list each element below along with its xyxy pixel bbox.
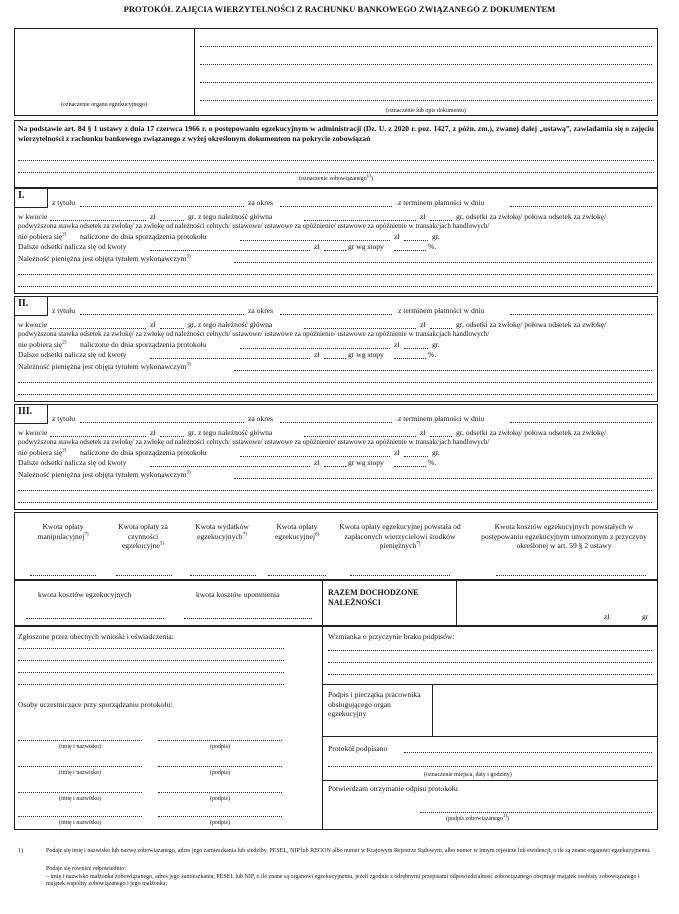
s1-line6: Należność pieniężna jest objęta tytułem wykonawczym$^{3)}$ [18,254,191,263]
s1-title-label: z tytułu [52,198,75,207]
s3-main-label: gr, z tego należność główna [188,428,273,437]
s1-line4a: nie pobiera się$^{2)}$ [18,232,67,241]
s1-period-label: za okres [248,198,274,207]
s2-zl: zł [150,320,156,329]
s1-zl: zł [150,212,156,221]
s3-zl2: zł [420,428,426,437]
s3-l5-rate: gr wg stopy [348,458,384,467]
fee-paid-creditor: Kwota opłaty egzekucyjnej powstała od zapłaconych wierzycielowi środków pieniężnych$^{7)}$ [339,522,461,551]
officer-sign-label: Podpis i pieczątka pracownika obsługującego organ egzekucyjny [328,690,421,719]
section-3-num: III. [18,406,33,417]
fee-manipulation: Kwota opłaty manipulacyjnej$^{7)}$ [37,522,89,541]
footnote-1-text3: – imię i nazwisko małżonka zobowiązanego, adres jego zamieszkania, PESEL lub NIP, o ile znane są organowi egzekucyjnemu, jeżeli zgodnie z odrębnymi przepisami odpowiedzialność zobowiązanego obejmuje majątek osobisty zobowiązanego i majątek wspólny zobowiązanego i jego małżonka; [46,874,640,887]
obligor-label: (oznaczenie zobowiązanego$^{1)}$) [299,174,373,182]
s2-l4-zl: zł [394,340,400,349]
confirm-label: Potwierdzam otrzymanie odpisu protokołu [328,784,458,793]
s1-interest-label: gr, odsetki za zwłokę/ połowa odsetek za zwłokę/ [456,212,607,221]
s1-l5-rate: gr wg stopy [348,242,384,251]
fee-discontinued: Kwota kosztów egzekucyjnych powstałych w postępowaniu egzekucyjnym umorzonym z przyczyny określonej w art. 59 § 2 ustawy [481,522,647,551]
s3-line4a: nie pobiera się$^{2)}$ [18,448,67,457]
s2-l4-gr: gr. [432,340,440,349]
s3-l5-pct: %. [428,458,437,467]
header-divider [194,28,195,116]
s3-period-label: za okres [248,414,274,423]
s1-l5-pct: %. [428,242,437,251]
s3-line3: podwyższona stawka odsetek za zwłokę/ za zwłokę od należności celnych/ ustawowe/ ustawowe za opóźnienie/ ustawowe za opóźnienie w transakcjach handlowych/ [18,438,490,446]
s3-amount-label: w kwocie [18,428,48,437]
s1-line3: podwyższona stawka odsetek za zwłokę/ za zwłokę od należności celnych/ ustawowe/ ustawowe za opóźnienie/ ustawowe za opóźnienie w transakcjach handlowych/ [18,222,490,230]
total-title: RAZEM DOCHODZONE NALEŻNOŚCI [328,588,419,607]
doc-label: (oznaczenie lub opis dokumentu) [386,108,466,114]
name-label-1: (imię i nazwisko) [59,744,101,750]
fee-enforcement: Kwota opłaty egzekucyjnej$^{6)}$ [274,522,320,541]
total-gr: gr [642,612,649,621]
s1-amount-label: w kwocie [18,212,48,221]
s1-term-label: z terminem płatności w dniu [398,198,485,207]
obligor-sign-label: (podpis zobowiązanego$^{1)}$) [446,814,509,822]
s2-title-label: z tytułu [52,306,75,315]
s2-line3: podwyższona stawka odsetek za zwłokę/ za zwłokę od należności celnych/ ustawowe/ ustawowe za opóźnienie/ ustawowe za opóźnienie w transakcjach handlowych/ [18,330,490,338]
s2-zl2: zł [420,320,426,329]
s1-l5-zl: zł [314,242,320,251]
s2-interest-label: gr, odsetki za zwłokę/ połowa odsetek za zwłokę/ [456,320,607,329]
s2-line4a: nie pobiera się$^{2)}$ [18,340,67,349]
s1-line4b: naliczone do dnia sporządzenia protokołu [80,232,207,241]
reminder-costs-label: kwota kosztów upomnienia [196,590,280,599]
s3-interest-label: gr, odsetki za zwłokę/ połowa odsetek za zwłokę/ [456,428,607,437]
s3-line4b: naliczone do dnia sporządzenia protokołu [80,448,207,457]
fee-activities: Kwota opłaty za czynności egzekucyjne$^{5)}$ [118,522,168,551]
sign-label-3: (podpis) [210,796,230,802]
place-date-label: (oznaczenie miejsca, daty i godziny) [424,772,512,778]
document-title: PROTOKÓŁ ZAJĘCIA WIERZYTELNOŚCI Z RACHUNKU BANKOWEGO ZWIĄZANEGO Z DOKUMENTEM [123,4,556,14]
section-1-num: I. [18,190,25,201]
s3-line5: Dalsze odsetki nalicza się od kwoty [18,458,127,467]
s2-line6: Należność pieniężna jest objęta tytułem wykonawczym$^{3)}$ [18,362,191,371]
total-field[interactable] [456,580,658,626]
name-label-4: (imię i nazwisko) [59,820,101,826]
s2-term-label: z terminem płatności w dniu [398,306,485,315]
participants-label: Osoby uczestniczące przy sporządzaniu protokołu: [18,700,173,709]
footnote-1-mark: 1) [18,848,23,854]
total-zl: zł [604,612,610,621]
footnote-1-text: Podaje się imię i nazwisko lub nazwę zobowiązanego, adres jego zamieszkania lub siedziby, PESEL, NIP lub REGON albo numer w Krajowym Rejestrze Sądowym, albo numer w innym rejestrze lub ewidencji, o ile są znane organowi egzekucyjnemu. [46,848,651,854]
s2-l5-pct: %. [428,350,437,359]
s2-l5-zl: zł [314,350,320,359]
section-2-num: II. [18,298,29,309]
requests-label: Zgłoszone przez obecnych wnioski i oświadczenia: [18,632,174,641]
exec-costs-label: kwota kosztów egzekucyjnych [38,590,132,599]
name-label-3: (imię i nazwisko) [59,796,101,802]
no-signature-label: Wzmianka o przyczynie braku podpisów: [328,632,455,641]
s2-period-label: za okres [248,306,274,315]
s3-term-label: z terminem płatności w dniu [398,414,485,423]
sign-label-4: (podpis) [210,820,230,826]
s2-main-label: gr, z tego należność główna [188,320,273,329]
organ-label: (oznaczenie organu egzekucyjnego) [60,102,148,108]
s2-amount-label: w kwocie [18,320,48,329]
s1-l4-gr: gr. [432,232,440,241]
sign-label-1: (podpis) [210,744,230,750]
s2-l5-rate: gr wg stopy [348,350,384,359]
s3-zl: zł [150,428,156,437]
s2-line4b: naliczone do dnia sporządzenia protokołu [80,340,207,349]
name-label-2: (imię i nazwisko) [59,770,101,776]
s2-line5: Dalsze odsetki nalicza się od kwoty [18,350,127,359]
footnote-1-text2: Podaje się również odpowiednio: [46,866,126,872]
s3-title-label: z tytułu [52,414,75,423]
s3-l4-zl: zł [394,448,400,457]
intro-text: Na podstawie art. 84 § 1 ustawy z dnia 17 czerwca 1966 r. o postępowaniu egzekucyjnym w administracji (Dz. U. z 2020 r. poz. 1427, z późn. zm.), zwanej dalej „ustawą”, zawiadamia się o zajęciu wierzytelności z rachunku bankowego związanego z wyżej określonym dokumentem na pokrycie zobowiązań [18,124,654,143]
sign-label-2: (podpis) [210,770,230,776]
s3-l5-zl: zł [314,458,320,467]
signed-label: Protokół podpisano [328,744,388,753]
s1-zl2: zł [420,212,426,221]
s1-main-label: gr, z tego należność główna [188,212,273,221]
fee-expenses: Kwota wydatków egzekucyjnych$^{7)}$ [195,522,249,541]
s3-l4-gr: gr. [432,448,440,457]
s1-line5: Dalsze odsetki nalicza się od kwoty [18,242,127,251]
s3-line6: Należność pieniężna jest objęta tytułem wykonawczym$^{3)}$ [18,470,191,479]
s1-l4-zl: zł [394,232,400,241]
